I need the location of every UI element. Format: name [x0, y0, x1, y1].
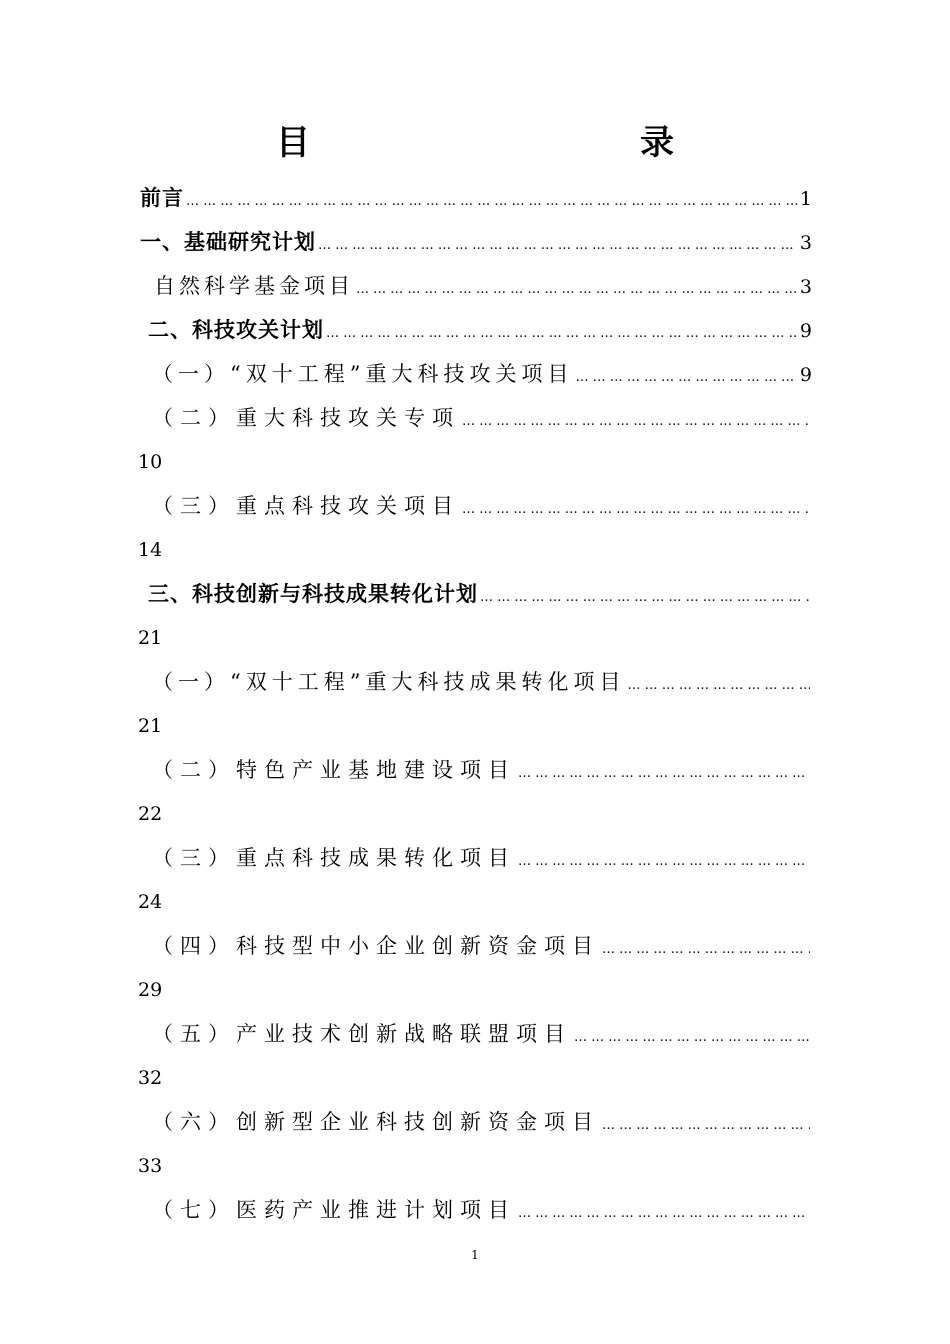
toc-entry-label: （一）“双十工程”重大科技攻关项目: [152, 362, 574, 386]
toc-entry-label: （二）特色产业基地建设项目: [152, 758, 516, 782]
toc-entry-sub-2[interactable]: [140, 396, 812, 440]
dot-leader: [326, 312, 798, 356]
dot-leader: [518, 840, 810, 884]
toc-entry-sub-3-1[interactable]: [140, 660, 812, 704]
dot-leader: [318, 224, 798, 268]
dot-leader: [602, 928, 810, 972]
dot-leader: [575, 356, 797, 400]
toc-entry-sub-3-3[interactable]: [140, 836, 812, 880]
table-of-contents: [140, 176, 812, 1232]
toc-entry-basic-research[interactable]: [140, 220, 812, 264]
toc-entry-sub-1[interactable]: [140, 352, 812, 396]
toc-entry-label: 二、科技攻关计划: [148, 318, 324, 342]
toc-page-number-wrapped: 21: [138, 715, 163, 737]
toc-page-number: 3: [799, 232, 812, 254]
toc-entry-sub-3-4[interactable]: [140, 924, 812, 968]
toc-entry-innovation-program[interactable]: [140, 572, 812, 616]
dot-leader: [574, 1016, 810, 1060]
toc-entry-sub-3-7[interactable]: [140, 1188, 812, 1232]
toc-page-number-wrapped: 24: [138, 891, 163, 913]
dot-leader: [186, 180, 798, 224]
toc-entry-preface[interactable]: [140, 176, 812, 220]
toc-entry-key-tech-program[interactable]: [140, 308, 812, 352]
toc-entry-label: （五）产业技术创新战略联盟项目: [152, 1022, 572, 1046]
dot-leader: [462, 400, 810, 444]
toc-entry-label: 一、基础研究计划: [140, 230, 316, 254]
toc-entry-label: （六）创新型企业科技创新资金项目: [152, 1110, 600, 1134]
toc-entry-label: （三）重点科技成果转化项目: [152, 846, 516, 870]
toc-page-number: 9: [799, 320, 812, 342]
toc-entry-label: （一）“双十工程”重大科技成果转化项目: [152, 670, 626, 694]
toc-page-number-wrapped: 32: [138, 1067, 163, 1089]
dot-leader: [356, 268, 798, 312]
toc-entry-sub-3-5[interactable]: [140, 1012, 812, 1056]
toc-entry-label: （三）重点科技攻关项目: [152, 494, 460, 518]
toc-page-number-wrapped: 33: [138, 1155, 163, 1177]
dot-leader: [518, 1192, 810, 1236]
toc-page-number-wrapped: 29: [138, 979, 163, 1001]
toc-page-number: 3: [799, 276, 812, 298]
toc-entry-label: （七）医药产业推进计划项目: [152, 1198, 516, 1222]
toc-page-number-wrapped: 14: [138, 539, 163, 561]
toc-entry-natural-science-fund[interactable]: [140, 264, 812, 308]
dot-leader: [480, 576, 810, 620]
toc-page-number: 9: [799, 364, 812, 386]
toc-page-number-wrapped: 21: [138, 627, 163, 649]
toc-entry-label: （四）科技型中小企业创新资金项目: [152, 934, 600, 958]
toc-entry-label: 自然科学基金项目: [154, 274, 354, 298]
dot-leader: [627, 664, 810, 708]
toc-entry-label: 前言: [140, 186, 184, 210]
toc-page-number-wrapped: 10: [138, 451, 163, 473]
toc-entry-label: 三、科技创新与科技成果转化计划: [148, 582, 478, 606]
footer-page-number: 1: [471, 1248, 479, 1262]
toc-page-number: 1: [799, 188, 812, 210]
toc-entry-sub-3[interactable]: [140, 484, 812, 528]
toc-page-number-wrapped: 22: [138, 803, 163, 825]
toc-entry-sub-3-2[interactable]: [140, 748, 812, 792]
dot-leader: [518, 752, 810, 796]
page-title: 目 录: [276, 123, 822, 163]
dot-leader: [462, 488, 810, 532]
toc-entry-label: （二）重大科技攻关专项: [152, 406, 460, 430]
dot-leader: [602, 1104, 810, 1148]
toc-entry-sub-3-6[interactable]: [140, 1100, 812, 1144]
